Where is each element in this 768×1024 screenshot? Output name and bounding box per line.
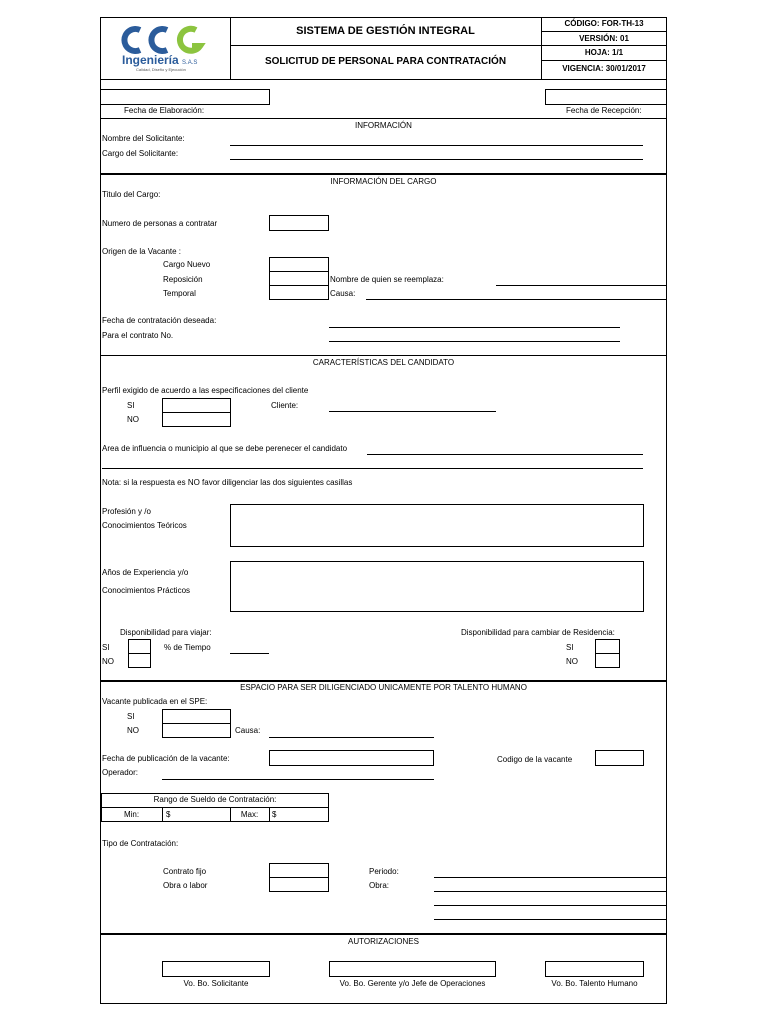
hr-cause-label: Causa: <box>235 726 261 735</box>
replaced-name-label: Nombre de quien se reemplaza: <box>330 275 444 284</box>
form-title: SOLICITUD DE PERSONAL PARA CONTRATACIÓN <box>264 56 507 67</box>
profession-label-2: Conocimientos Teóricos <box>102 521 187 530</box>
elaboration-date-label: Fecha de Elaboración: <box>124 106 205 115</box>
hr-signature-label: Vo. Bo. Talento Humano <box>551 979 638 988</box>
job-title-label: Titulo del Cargo: <box>102 190 161 199</box>
profession-textarea[interactable] <box>230 504 644 547</box>
fixed-contract-label: Contrato fijo <box>163 867 207 876</box>
requester-position-label: Cargo del Solicitante: <box>102 149 179 158</box>
section-divider <box>100 355 667 356</box>
work-contract-label: Obra o labor <box>163 881 208 890</box>
relocation-no-checkbox[interactable] <box>595 653 620 668</box>
travel-yes-label: SI <box>102 643 110 652</box>
reception-date-field[interactable] <box>545 89 667 105</box>
operator-input[interactable] <box>162 779 434 780</box>
header-divider <box>541 31 667 32</box>
section-divider <box>100 933 667 935</box>
info-section-title: INFORMACIÓN <box>355 121 412 130</box>
header-divider <box>541 45 667 46</box>
position-section-title: INFORMACIÓN DEL CARGO <box>330 177 437 186</box>
system-title: SISTEMA DE GESTIÓN INTEGRAL <box>296 25 475 37</box>
salary-range-label: Rango de Sueldo de Contratación: <box>153 795 277 804</box>
min-currency[interactable]: $ <box>166 810 171 819</box>
min-label: Min: <box>123 810 140 819</box>
area-input-line-2[interactable] <box>102 468 643 469</box>
experience-label-2: Conocimientos Prácticos <box>102 586 191 595</box>
fixed-contract-checkbox[interactable] <box>269 863 329 878</box>
replacement-cause-label: Causa: <box>330 289 356 298</box>
replacement-cause-input[interactable] <box>366 299 667 300</box>
profession-label-1: Profesión y /o <box>102 507 151 516</box>
contract-no-input[interactable] <box>329 341 620 342</box>
replacement-checkbox[interactable] <box>269 271 329 286</box>
logo-name: Ingeniería <box>122 53 179 67</box>
profile-yes-checkbox[interactable] <box>162 398 231 413</box>
relocation-no-label: NO <box>566 657 578 666</box>
relocation-label: Disponibilidad para cambiar de Residencia: <box>461 628 615 637</box>
desired-date-label: Fecha de contratación deseada: <box>102 316 217 325</box>
published-yes-label: SI <box>127 712 135 721</box>
contract-type-label: Tipo de Contratación: <box>102 839 179 848</box>
hr-signature-field[interactable] <box>545 961 644 977</box>
doc-code: CÓDIGO: FOR-TH-13 <box>564 19 644 28</box>
requester-signature-field[interactable] <box>162 961 270 977</box>
requester-name-label: Nombre del Solicitante: <box>102 134 185 143</box>
obra-input[interactable] <box>434 891 667 892</box>
profile-no-checkbox[interactable] <box>162 412 231 427</box>
origin-label: Origen de la Vacante : <box>102 247 182 256</box>
candidate-section-title: CARACTERÍSTICAS DEL CANDIDATO <box>312 358 455 367</box>
elaboration-date-field[interactable] <box>100 89 270 105</box>
requester-name-input[interactable] <box>230 145 643 146</box>
operator-label: Operador: <box>102 768 139 777</box>
travel-no-checkbox[interactable] <box>128 653 151 668</box>
relocation-yes-checkbox[interactable] <box>595 639 620 654</box>
section-divider <box>100 118 667 119</box>
salary-table-divider <box>269 807 270 822</box>
company-logo <box>104 20 226 76</box>
time-percent-label: % de Tiempo <box>164 643 211 652</box>
profile-no-label: NO <box>127 415 139 424</box>
obra-input-line-2[interactable] <box>434 905 667 906</box>
manager-signature-label: Vo. Bo. Gerente y/o Jefe de Operaciones <box>339 979 486 988</box>
obra-input-line-3[interactable] <box>434 919 667 920</box>
contract-no-label: Para el contrato No. <box>102 331 174 340</box>
header-divider <box>230 45 541 46</box>
requester-position-input[interactable] <box>230 159 643 160</box>
doc-version: VERSIÓN: 01 <box>579 34 629 43</box>
auth-section-title: AUTORIZACIONES <box>348 937 419 946</box>
travel-yes-checkbox[interactable] <box>128 639 151 654</box>
reception-date-label: Fecha de Recepción: <box>566 106 642 115</box>
profile-yes-label: SI <box>127 401 135 410</box>
experience-textarea[interactable] <box>230 561 644 612</box>
salary-table-divider <box>162 807 163 822</box>
header-divider <box>541 60 667 61</box>
doc-validity: VIGENCIA: 30/01/2017 <box>562 64 646 73</box>
experience-label-1: Años de Experiencia y/o <box>102 568 189 577</box>
temporary-label: Temporal <box>163 289 196 298</box>
salary-table-divider <box>101 807 329 808</box>
section-divider <box>100 173 667 175</box>
obra-label: Obra: <box>369 881 390 890</box>
pub-date-label: Fecha de publicación de la vacante: <box>102 754 230 763</box>
note-text: Nota: si la respuesta es NO favor diligenciar las dos siguientes casillas <box>102 478 353 487</box>
travel-label: Disponibilidad para viajar: <box>120 628 212 637</box>
hr-section-title: ESPACIO PARA SER DILIGENCIADO UNICAMENTE POR TALENTO HUMANO <box>240 683 527 692</box>
logo-tagline: Calidad, Diseño y Ejecución <box>136 67 186 72</box>
temporary-checkbox[interactable] <box>269 285 329 300</box>
relocation-yes-label: SI <box>566 643 574 652</box>
area-input[interactable] <box>367 454 643 455</box>
desired-date-input[interactable] <box>329 327 620 328</box>
hr-cause-input[interactable] <box>269 737 434 738</box>
section-divider <box>100 680 667 682</box>
replaced-name-input[interactable] <box>496 285 667 286</box>
max-label: Max: <box>240 810 259 819</box>
num-people-field[interactable] <box>269 215 329 231</box>
num-people-label: Numero de personas a contratar <box>102 219 218 228</box>
replacement-label: Reposición <box>163 275 203 284</box>
client-label: Cliente: <box>271 401 299 410</box>
published-label: Vacante publicada en el SPE: <box>102 697 208 706</box>
area-label: Area de influencia o municipio al que se debe perenecer el candidato <box>102 444 348 453</box>
doc-page: HOJA: 1/1 <box>584 48 624 57</box>
manager-signature-field[interactable] <box>329 961 496 977</box>
header-divider <box>100 79 667 80</box>
new-position-checkbox[interactable] <box>269 257 329 272</box>
logo-suffix: S.A.S <box>182 60 198 66</box>
client-input[interactable] <box>329 411 496 412</box>
time-percent-input[interactable] <box>230 653 269 654</box>
period-input[interactable] <box>434 877 667 878</box>
requester-signature-label: Vo. Bo. Solicitante <box>183 979 249 988</box>
published-no-label: NO <box>127 726 139 735</box>
published-yes-checkbox[interactable] <box>162 709 231 724</box>
max-currency[interactable]: $ <box>272 810 277 819</box>
new-position-label: Cargo Nuevo <box>163 260 211 269</box>
vacancy-code-label: Codigo de la vacante <box>497 755 573 764</box>
period-label: Periodo: <box>369 867 399 876</box>
profile-label: Perfil exigido de acuerdo a las especificaciones del cliente <box>102 386 309 395</box>
published-no-checkbox[interactable] <box>162 723 231 738</box>
work-contract-checkbox[interactable] <box>269 877 329 892</box>
vacancy-code-field[interactable] <box>595 750 644 766</box>
pub-date-field[interactable] <box>269 750 434 766</box>
travel-no-label: NO <box>102 657 114 666</box>
